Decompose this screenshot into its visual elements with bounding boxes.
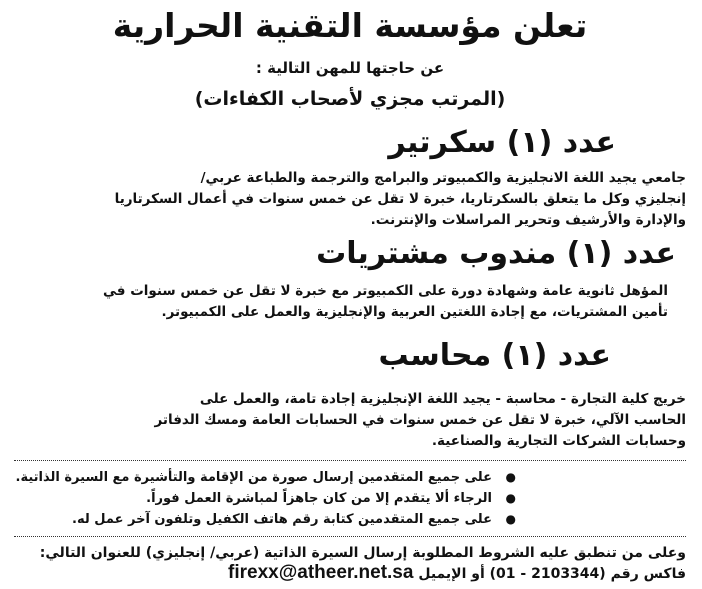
fax-number: (01 - 2103344) [489, 566, 606, 582]
ad-headline: تعلن مؤسسة التقنية الحرارية [112, 6, 588, 45]
job-description-secretary [14, 168, 686, 231]
description-line: خريج كلية التجارة - محاسبة - يجيد اللغة الإنجليزية إجادة تامة، والعمل على [199, 391, 686, 407]
job-description-accountant [14, 389, 686, 452]
description-line: تأمين المشتريات، مع إجادة اللغتين العربية والإنجليزية والعمل على الكمبيوتر. [161, 304, 668, 320]
job-title-accountant: عدد (١) محاسب [378, 338, 611, 373]
job-description-purchasing-rep [14, 281, 668, 323]
description-line: الحاسب الآلي، خبرة لا تقل عن خمس سنوات في الحسابات العامة ومسك الدفاتر [154, 412, 686, 428]
description-line: المؤهل ثانوية عامة وشهادة دورة على الكمبيوتر مع خبرة لا تقل عن خمس سنوات في [103, 283, 668, 299]
job-title-secretary: عدد (١) سكرتير [388, 125, 616, 160]
description-line: جامعي يجيد اللغة الانجليزية والكمبيوتر والبرامج والترجمة والطباعة عربي/ [200, 170, 686, 186]
description-line: إنجليزي وكل ما يتعلق بالسكرتاريا، خبرة لا تقل عن خمس سنوات في أعمال السكرتاريا [114, 191, 686, 207]
job-advertisement [0, 4, 702, 589]
contact-section [14, 543, 686, 584]
salary-note: (المرتب مجزي لأصحاب الكفاءات) [194, 88, 506, 110]
note-item: ●الرجاء ألا يتقدم إلا من كان جاهزاً لمباشرة العمل فوراً. [14, 488, 686, 509]
bullet-icon: ● [505, 512, 516, 526]
email-label: أو الإيميل [418, 566, 485, 582]
contact-details [14, 563, 686, 584]
note-item: ●على جميع المتقدمين إرسال صورة من الإقامة والتأشيرة مع السيرة الذاتية. [14, 467, 686, 488]
description-line: وحسابات الشركات التجارية والصناعية. [431, 433, 686, 449]
applicant-notes [14, 460, 686, 537]
description-line: والإدارة والأرشيف وتحرير المراسلات والإنترنت. [370, 212, 686, 228]
note-item: ●على جميع المتقدمين كتابة رقم هاتف الكفيل وتلفون آخر عمل له. [14, 509, 686, 530]
contact-instructions: وعلى من تنطبق عليه الشروط المطلوبة إرسال السيرة الذاتية (عربي/ إنجليزي) للعنوان التالي: [39, 545, 686, 561]
email-address[interactable]: firexx@atheer.net.sa [228, 562, 414, 583]
bullet-icon: ● [505, 470, 516, 484]
ad-subheadline: عن حاجتها للمهن التالية : [255, 59, 445, 77]
fax-label: فاكس رقم [610, 566, 686, 582]
bullet-icon: ● [505, 491, 516, 505]
job-title-purchasing-rep: عدد (١) مندوب مشتريات [316, 236, 676, 271]
